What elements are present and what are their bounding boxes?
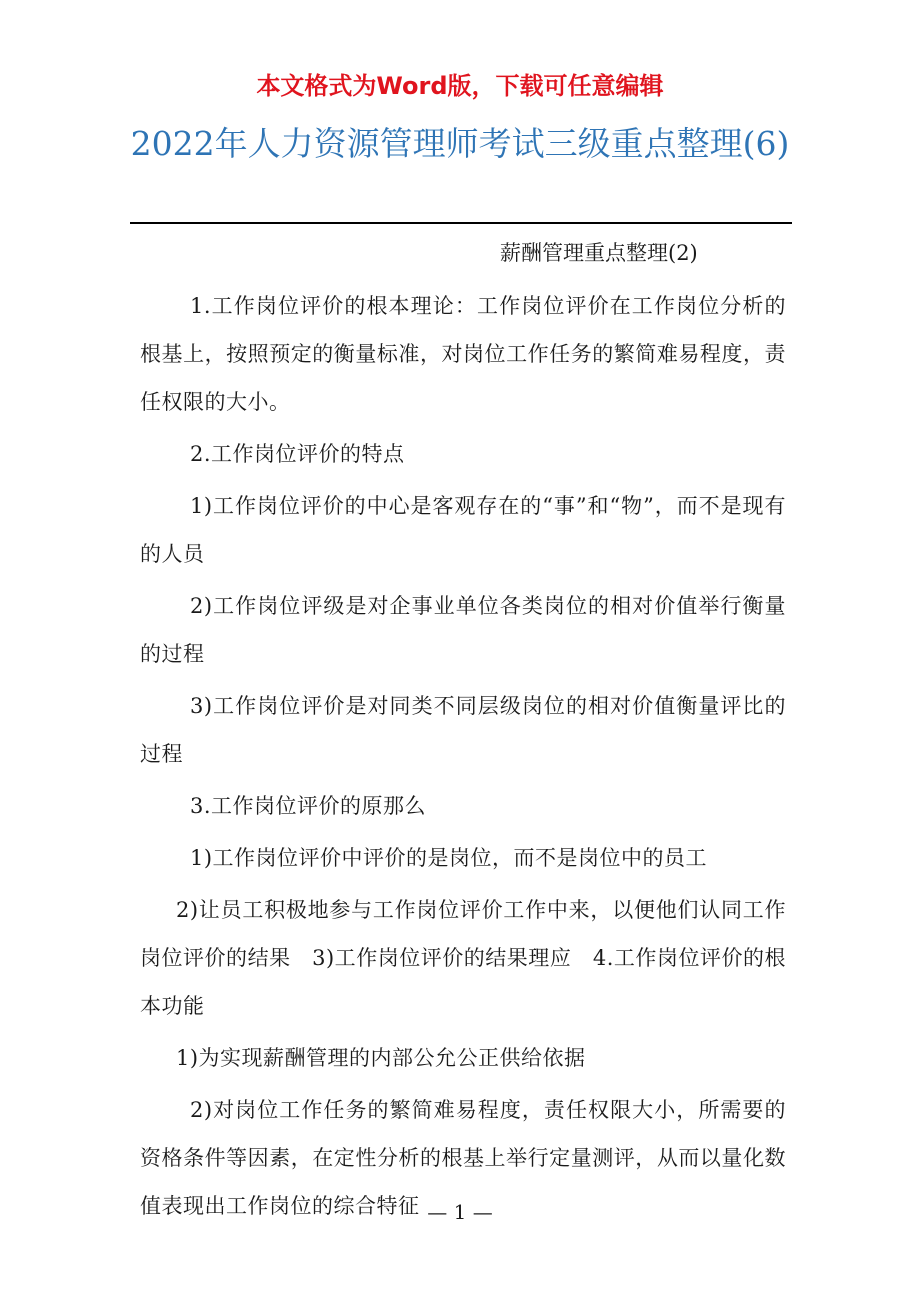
paragraph: 3.工作岗位评价的原那么: [190, 794, 427, 818]
paragraph: 1.工作岗位评价的根本理论：工作岗位评价在工作岗位分析的根基上，按照预定的衡量标准，对岗位工作任务的繁简难易程度，责任权限的大小。: [140, 294, 786, 414]
paragraph: 2)对岗位工作任务的繁简难易程度，责任权限大小，所需要的资格条件等因素，在定性分析的根基上举行定量测评，从而以量化数值表现出工作岗位的综合特征: [140, 1098, 786, 1218]
section-subtitle: 薪酬管理重点整理(2): [500, 241, 698, 265]
paragraph: 1)工作岗位评价中评价的是岗位，而不是岗位中的员工: [190, 846, 708, 870]
paragraph: 3)工作岗位评价是对同类不同层级岗位的相对价值衡量评比的过程: [140, 694, 786, 766]
document-title: 2022年人力资源管理师考试三级重点整理(6): [130, 124, 790, 163]
paragraph: 2)工作岗位评级是对企事业单位各类岗位的相对价值举行衡量的过程: [140, 594, 786, 666]
page-number: — 1 —: [427, 1200, 493, 1224]
format-banner: 本文格式为Word版，下载可任意编辑: [256, 72, 664, 100]
paragraph: 1)工作岗位评价的中心是客观存在的“事”和“物”，而不是现有的人员: [140, 494, 786, 566]
title-divider: [130, 222, 792, 224]
document-body: [140, 282, 786, 1230]
paragraph: 2.工作岗位评价的特点: [190, 442, 405, 466]
paragraph: 1)为实现薪酬管理的内部公允公正供给依据: [176, 1046, 586, 1070]
paragraph: 2)让员工积极地参与工作岗位评价工作中来，以便他们认同工作岗位评价的结果 3)工作岗位评价的结果理应 4.工作岗位评价的根本功能: [140, 898, 786, 1018]
